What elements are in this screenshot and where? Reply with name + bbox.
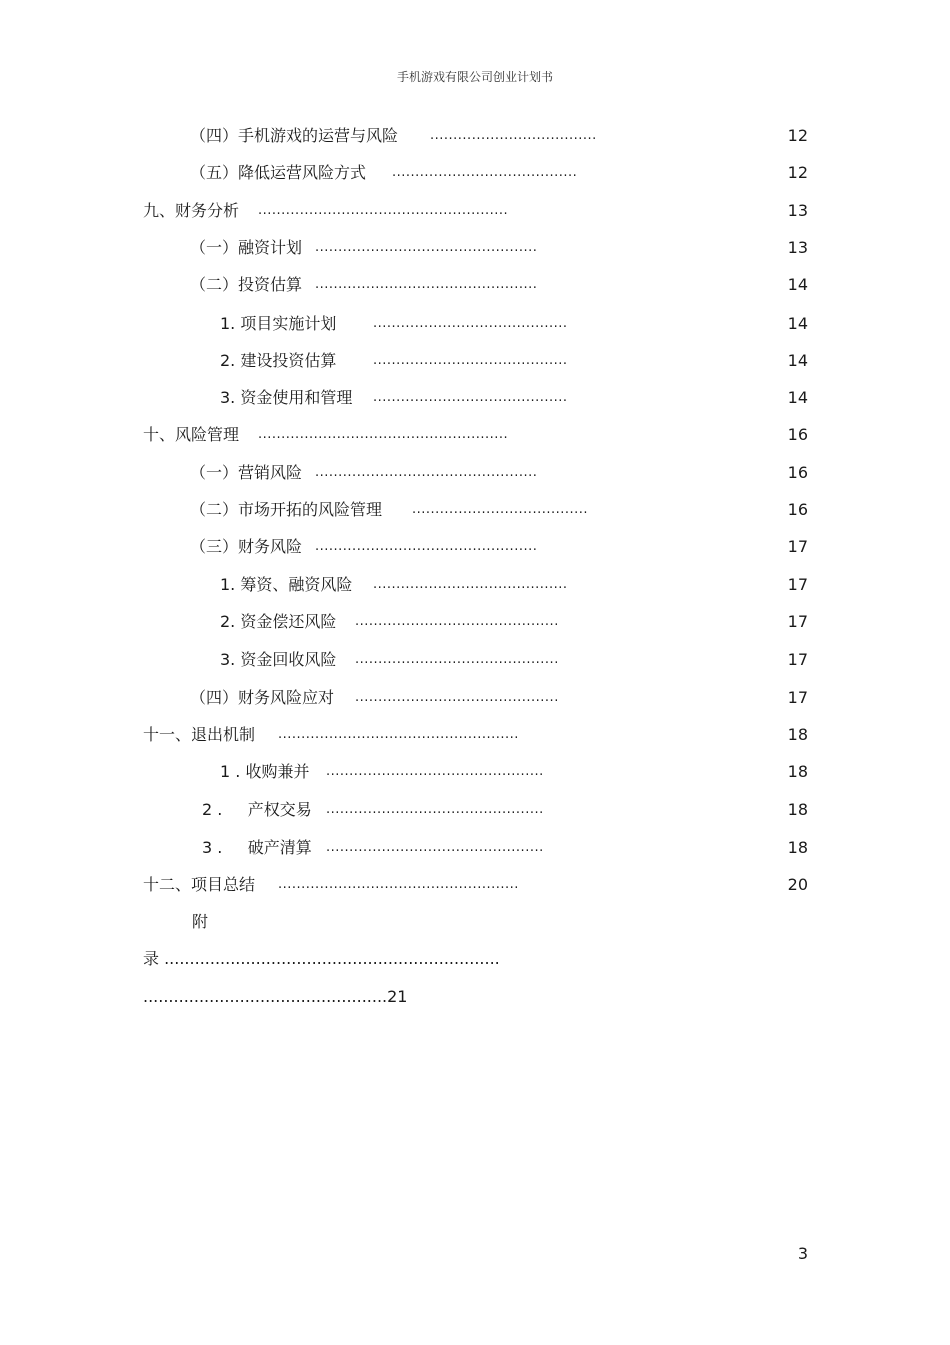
toc-entry-leader: ............................................... [326, 802, 544, 817]
toc-entry-leader: ...................................... [412, 502, 589, 517]
toc-entry-leader: ................................................ [315, 539, 538, 554]
appendix-line-1[interactable]: 附 [192, 912, 209, 931]
toc-entry-leader: .................................... [430, 128, 597, 143]
toc-entry-page: 17 [787, 537, 808, 556]
toc-entry-page: 18 [787, 800, 808, 819]
toc-entry-page: 18 [787, 762, 808, 781]
toc-entry-title: 十一、退出机制 [143, 725, 256, 744]
toc-entry-leader: ............................................ [355, 614, 559, 629]
toc-entry-title: （一）融资计划 [190, 238, 303, 257]
toc-entry-title: 十二、项目总结 [143, 875, 256, 894]
toc-entry-page: 16 [787, 500, 808, 519]
toc-entry-page: 18 [787, 838, 808, 857]
toc-entry-leader: .......................................... [373, 390, 568, 405]
toc-entry-title: （二）投资估算 [190, 275, 303, 294]
toc-entry-leader: .................................................... [278, 877, 519, 892]
toc-entry-page: 12 [787, 126, 808, 145]
toc-entry-leader: .......................................... [373, 577, 568, 592]
page-number: 3 [797, 1244, 808, 1263]
toc-entry-leader: ................................................ [315, 240, 538, 255]
toc-entry-title: 2. 资金偿还风险 [220, 612, 337, 631]
toc-entry-title: 2. 建设投资估算 [220, 351, 337, 370]
toc-entry-leader: ........................................ [392, 165, 578, 180]
toc-entry-title: 3. 资金使用和管理 [220, 388, 353, 407]
toc-entry-leader: ...................................................... [258, 427, 509, 442]
appendix-line-2[interactable]: 录 .................................................................. [143, 949, 500, 968]
toc-entry-page: 18 [787, 725, 808, 744]
toc-entry-title: （二）市场开拓的风险管理 [190, 500, 383, 519]
toc-entry-title: 1. 筹资、融资风险 [220, 575, 353, 594]
toc-entry-page: 14 [787, 314, 808, 333]
toc-entry-page: 14 [787, 388, 808, 407]
toc-entry-page: 17 [787, 612, 808, 631]
toc-entry-leader: ...................................................... [258, 203, 509, 218]
appendix-line-3[interactable]: ................................................21 [143, 987, 408, 1006]
toc-entry-leader: ............................................... [326, 840, 544, 855]
toc-entry-leader: ................................................ [315, 277, 538, 292]
toc-entry-page: 17 [787, 650, 808, 669]
toc-entry-page: 14 [787, 351, 808, 370]
toc-entry-title: 2 . 产权交易 [202, 800, 312, 819]
toc-entry-title: （四）手机游戏的运营与风险 [190, 126, 399, 145]
toc-entry-page: 20 [787, 875, 808, 894]
toc-entry-title: （三）财务风险 [190, 537, 303, 556]
toc-entry-leader: .......................................... [373, 316, 568, 331]
toc-entry-page: 17 [787, 688, 808, 707]
toc-entry-title: 1 . 收购兼并 [220, 762, 310, 781]
toc-entry-title: 3. 资金回收风险 [220, 650, 337, 669]
toc-entry-title: （五）降低运营风险方式 [190, 163, 367, 182]
toc-entry-title: （四）财务风险应对 [190, 688, 335, 707]
toc-entry-page: 14 [787, 275, 808, 294]
toc-entry-title: 九、财务分析 [143, 201, 240, 220]
toc-entry-leader: .................................................... [278, 727, 519, 742]
toc-entry-title: 十、风险管理 [143, 425, 240, 444]
toc-entry-title: 1. 项目实施计划 [220, 314, 337, 333]
toc-entry-title: 3 . 破产清算 [202, 838, 312, 857]
toc-entry-leader: ............................................ [355, 652, 559, 667]
toc-entry-page: 16 [787, 425, 808, 444]
toc-entry-page: 13 [787, 238, 808, 257]
toc-entry-leader: ............................................... [326, 764, 544, 779]
toc-entry-page: 17 [787, 575, 808, 594]
toc-entry-leader: ............................................ [355, 690, 559, 705]
toc-entry-leader: .......................................... [373, 353, 568, 368]
page-header: 手机游戏有限公司创业计划书 [396, 70, 553, 84]
toc-entry-page: 13 [787, 201, 808, 220]
toc-entry-page: 16 [787, 463, 808, 482]
toc-entry-leader: ................................................ [315, 465, 538, 480]
toc-entry-page: 12 [787, 163, 808, 182]
toc-entry-title: （一）营销风险 [190, 463, 303, 482]
